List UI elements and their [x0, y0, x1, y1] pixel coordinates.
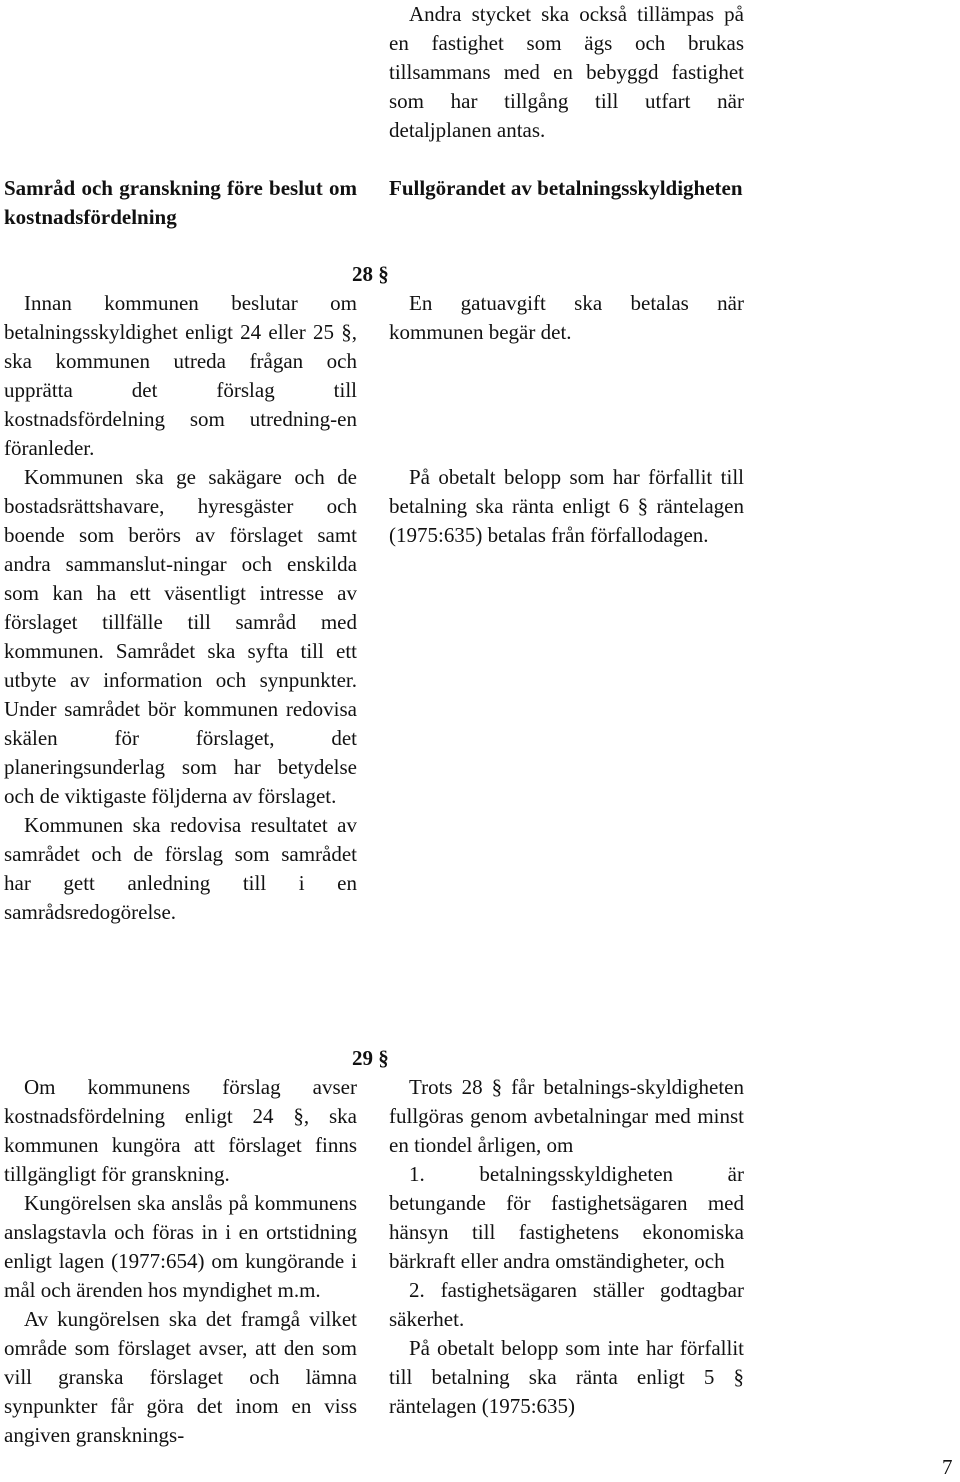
- page-number: 7: [942, 1455, 953, 1479]
- section-28-left-paragraph-1: Innan kommunen beslutar om betalningsskyldighet enligt 24 eller 25 §, ska kommunen utreda frågan och upprätta det förslag till kostnadsfördelning som utredning-en föranleder.: [4, 291, 357, 460]
- section-29-right-column: [389, 1073, 744, 1421]
- continuation-paragraph: Andra stycket ska också tillämpas på en fastighet som ägs och brukas tillsammans med en bebyggd fastighet som har tillgång till utfart när detaljplanen antas.: [389, 2, 744, 142]
- section-29-right-paragraph-4: På obetalt belopp som inte har förfallit till betalning ska ränta enligt 5 § räntelagen (1975:635): [389, 1336, 744, 1418]
- continuation-paragraph-column: [389, 0, 744, 145]
- section-29-right-paragraph-1: Trots 28 § får betalnings-skyldigheten fullgöras genom avbetalningar med minst en tiondel årligen, om: [389, 1075, 744, 1157]
- heading-fullgorandet: Fullgörandet av betalningsskyldigheten: [389, 176, 743, 200]
- section-29-left-paragraph-3: Av kungörelsen ska det framgå vilket område som förslaget avser, att den som vill granska förslaget och lämna synpunkter får göra det inom en viss angiven gransknings-: [4, 1307, 357, 1447]
- section-29-right-paragraph-3: 2. fastighetsägaren ställer godtagbar säkerhet.: [389, 1278, 744, 1331]
- heading-left-block: [4, 174, 357, 232]
- section-28-right-column: [389, 289, 744, 550]
- section-29-left-column: [4, 1073, 357, 1450]
- section-28-left-paragraph-3: Kommunen ska redovisa resultatet av samrådet och de förslag som samrådet har gett anledning till i en samrådsredogörelse.: [4, 813, 357, 924]
- heading-samrad-granskning: Samråd och granskning före beslut om kostnadsfördelning: [4, 176, 357, 229]
- section-29-right-paragraph-2: 1. betalningsskyldigheten är betungande för fastighetsägaren med hänsyn till fastighetens ekonomiska bärkraft eller andra omständigheter, och: [389, 1162, 744, 1273]
- section-28-right-paragraph-2: På obetalt belopp som har förfallit till betalning ska ränta enligt 6 § räntelagen (1975:635) betalas från förfallodagen.: [389, 465, 744, 547]
- section-29-left-paragraph-2: Kungörelsen ska anslås på kommunens anslagstavla och föras in i en ortstidning enligt lagen (1977:654) om kungörande i mål och ärenden hos myndighet m.m.: [4, 1191, 357, 1302]
- section-number-28: 28 §: [352, 262, 389, 286]
- section-28-right-paragraph-1: En gatuavgift ska betalas när kommunen begär det.: [389, 291, 744, 344]
- section-28-left-paragraph-2: Kommunen ska ge sakägare och de bostadsrättshavare, hyresgäster och boende som berörs av förslaget samt andra sammanslut-ningar och enskilda som kan ha ett väsentligt intresse av förslaget tillfälle till samråd med kommunen. Samrådet ska syfta till ett utbyte av information och synpunkter. Under samrådet bör kommunen redovisa skälen för förslaget, det planeringsunderlag som har betydelse och de viktigaste följderna av förslaget.: [4, 465, 357, 808]
- section-29-left-paragraph-1: Om kommunens förslag avser kostnadsfördelning enligt 24 §, ska kommunen kungöra att förslaget finns tillgängligt för granskning.: [4, 1075, 357, 1186]
- section-28-left-column: [4, 289, 357, 927]
- heading-right-block: [389, 174, 744, 203]
- section-number-29: 29 §: [352, 1046, 389, 1070]
